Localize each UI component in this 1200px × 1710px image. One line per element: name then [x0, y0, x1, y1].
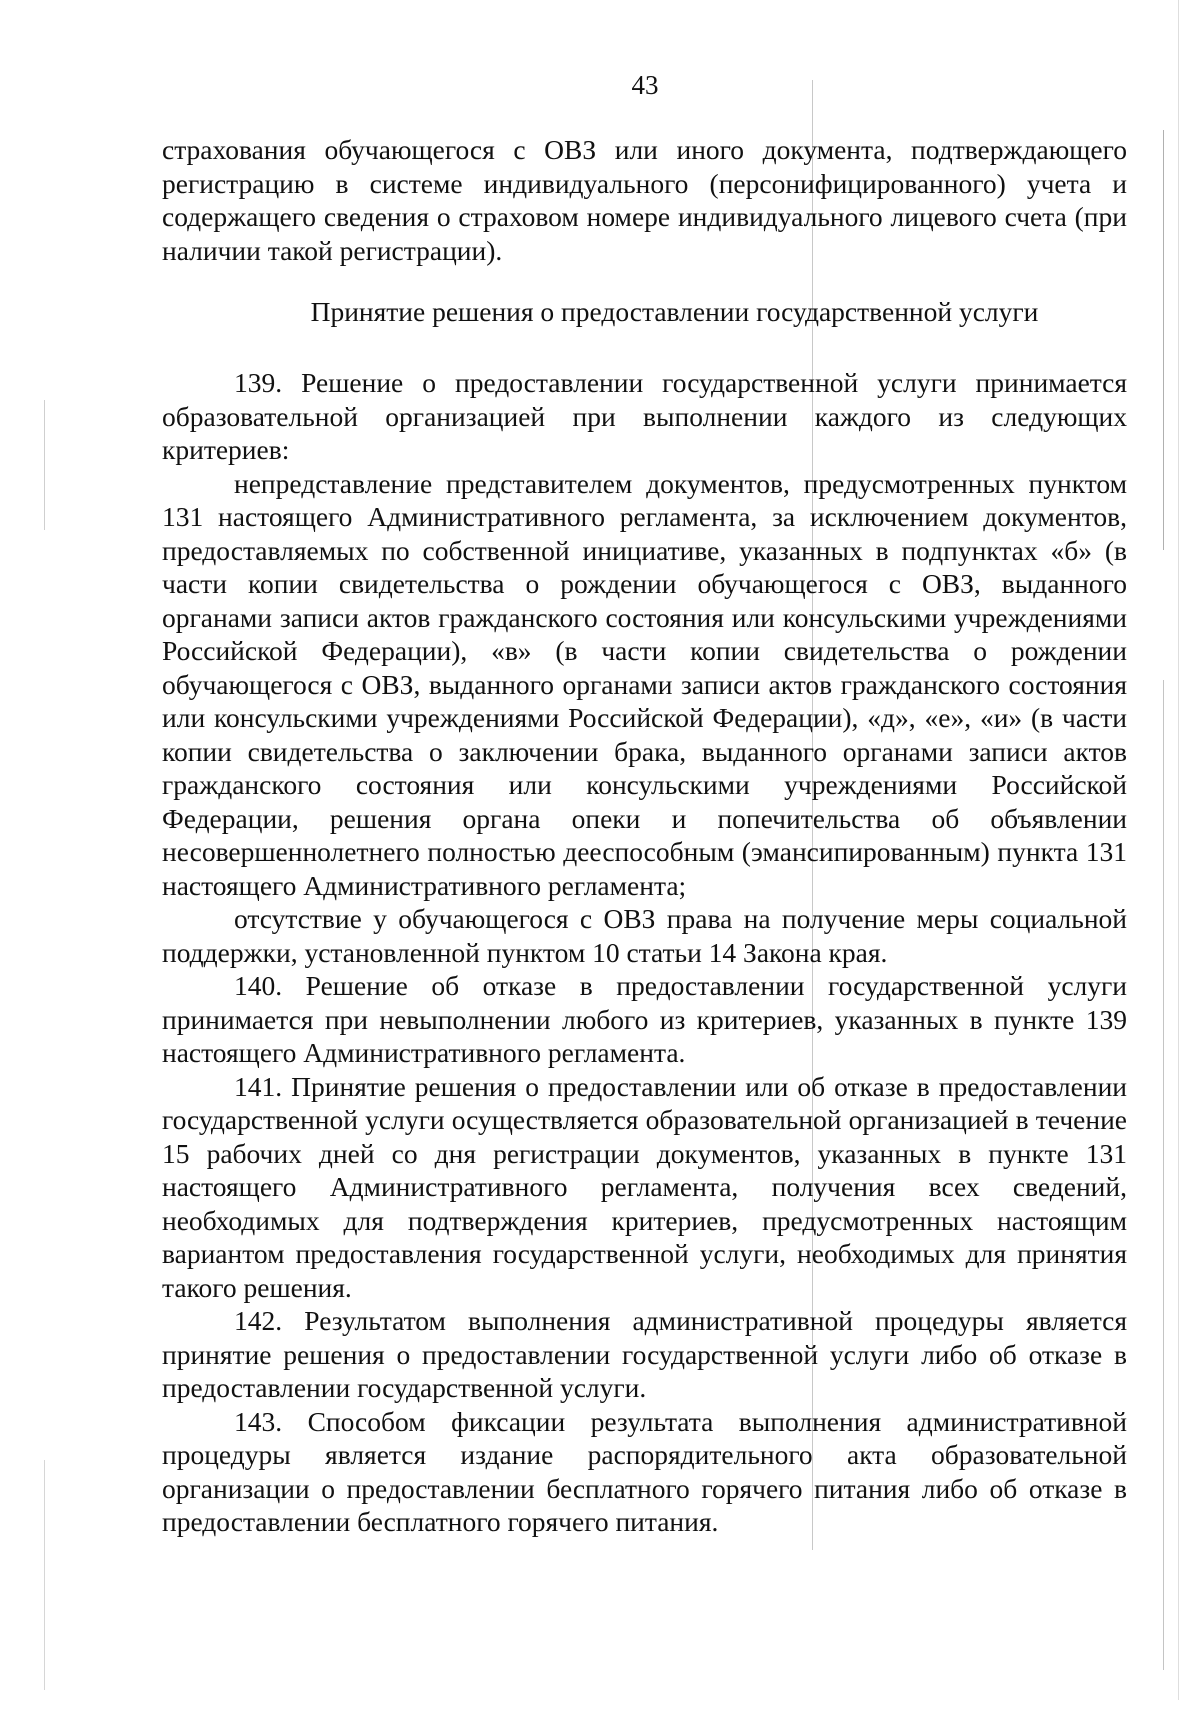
- scan-edge-line-far-right: [1178, 0, 1179, 1700]
- paragraph-139-criterion-1: непредставление представителем документов, предусмотренных пунктом 131 настоящего Административного регламента, за исключением документов, предоставляемых по собственной инициативе, указанных в подпунктах «б» (в части копии свидетельства о рождении обучающегося с ОВЗ, выданного органами записи актов гражданского состояния или консульскими учреждениями Российской Федерации), «в» (в части копии свидетельства о рождении обучающегося с ОВЗ, выданного органами записи актов гражданского состояния или консульскими учреждениями Российской Федерации), «д», «е», «и» (в части копии свидетельства о заключении брака, выданного органами записи актов гражданского состояния или консульскими учреждениями Российской Федерации, решения органа опеки и попечительства об объявлении несовершеннолетнего полностью дееспособным (эмансипированным) пункта 131 настоящего Административного регламента;: [162, 467, 1127, 901]
- intro-paragraph: страхования обучающегося с ОВЗ или иного документа, подтверждающего регистрацию в системе индивидуального (персонифицированного) учета и содержащего сведения о страховом номере индивидуального лицевого счета (при наличии такой регистрации).: [162, 134, 1127, 266]
- scan-edge-line-left-lower: [44, 1460, 45, 1690]
- scan-edge-line-left: [44, 400, 45, 530]
- intro-block: [162, 133, 1127, 267]
- paragraph-139-criterion-2: отсутствие у обучающегося с ОВЗ права на получение меры социальной поддержки, установленной пунктом 10 статьи 14 Закона края.: [162, 903, 1127, 968]
- scan-edge-line-right: [1163, 130, 1164, 550]
- paragraph-142: 142. Результатом выполнения административной процедуры является принятие решения о предоставлении государственной услуги либо об отказе в предоставлении государственной услуги.: [162, 1305, 1127, 1403]
- main-text-block: [162, 366, 1127, 1539]
- page-number: 43: [631, 70, 659, 100]
- paragraph-141: 141. Принятие решения о предоставлении или об отказе в предоставлении государственной услуги осуществляется образовательной организацией в течение 15 рабочих дней со дня регистрации документов, указанных в пункте 131 настоящего Административного регламента, получения всех сведений, необходимых для подтверждения критериев, предусмотренных настоящим вариантом предоставления государственной услуги, необходимых для принятия такого решения.: [162, 1070, 1127, 1303]
- scan-edge-line-right-lower: [1163, 680, 1164, 1670]
- paragraph-143: 143. Способом фиксации результата выполнения административной процедуры является издание распорядительного акта образовательной организации о предоставлении бесплатного горячего питания либо об отказе в предоставлении бесплатного горячего питания.: [162, 1405, 1127, 1537]
- section-heading: Принятие решения о предоставлении государственной услуги: [310, 296, 1039, 327]
- paragraph-139: 139. Решение о предоставлении государственной услуги принимается образовательной организацией при выполнении каждого из следующих критериев:: [162, 367, 1127, 465]
- paragraph-140: 140. Решение об отказе в предоставлении государственной услуги принимается при невыполнении любого из критериев, указанных в пункте 139 настоящего Административного регламента.: [162, 970, 1127, 1068]
